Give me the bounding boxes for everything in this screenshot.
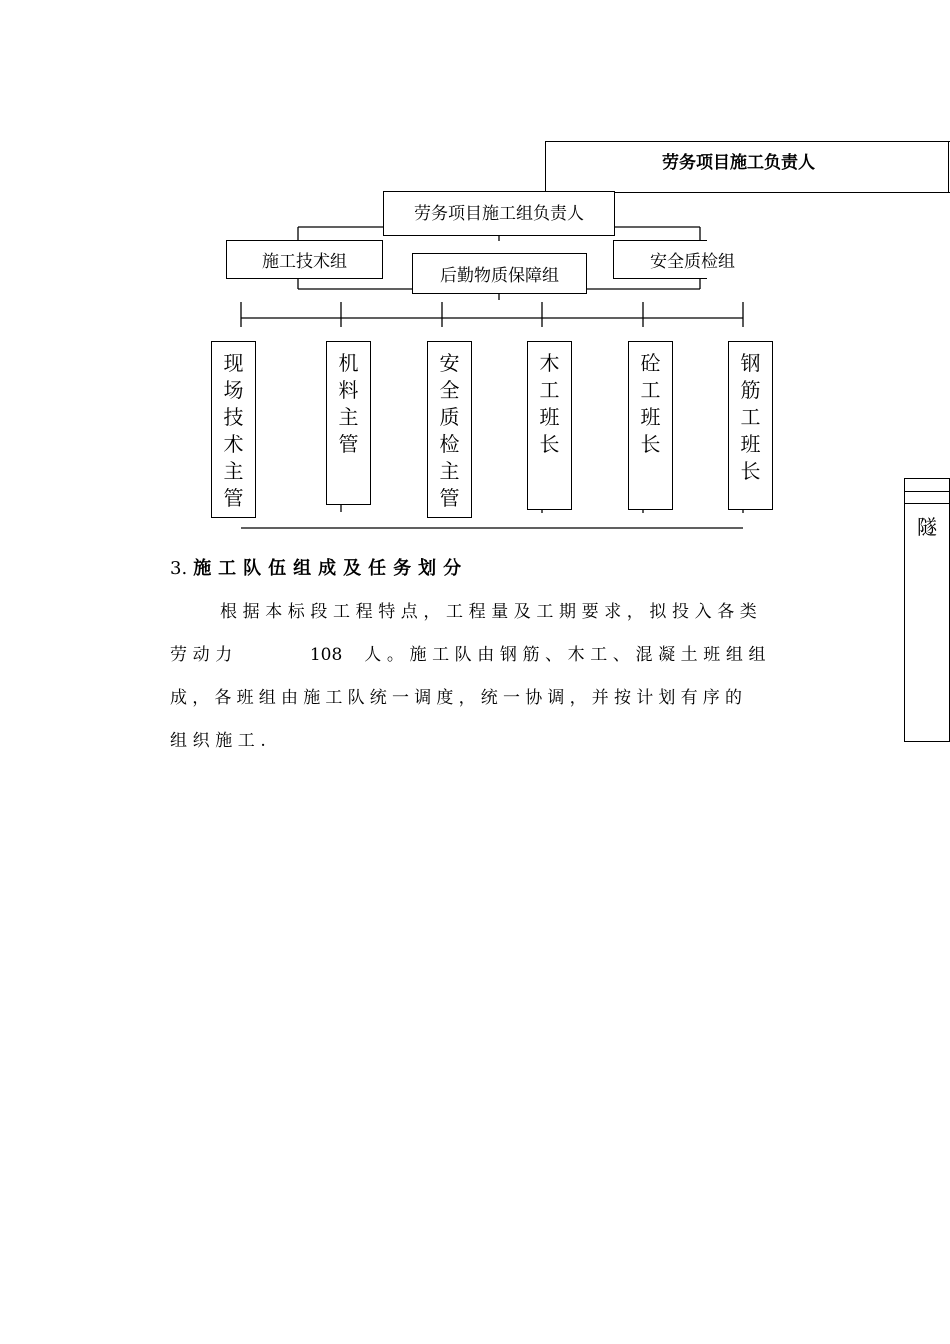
role-char: 机 (338, 351, 359, 375)
body-text: 成，各班组由施工队统一调度，统一协调，并按计划有序的 (170, 688, 748, 708)
role-char: 主 (338, 405, 359, 429)
body-text: 人。施工队由钢筋、木工、混凝土班组组 (364, 645, 772, 665)
role-char: 安 (439, 351, 460, 375)
section-title: 施工队伍组成及任务划分 (193, 558, 469, 579)
chart-node-group-lead (383, 191, 615, 236)
body-text: 根据本标段工程特点，工程量及工期要求，拟投入各类 (220, 602, 763, 622)
role-char: 管 (338, 432, 359, 456)
role-char: 主 (223, 459, 244, 483)
body-number: 108 (309, 645, 343, 665)
role-char: 全 (439, 378, 460, 402)
role-char: 工 (640, 378, 661, 402)
chart-node-safety-group (613, 240, 735, 279)
role-char: 主 (439, 459, 460, 483)
section-number: 3. (170, 558, 188, 579)
chart-node-logistics-group (412, 253, 587, 294)
body-line-4 (170, 726, 824, 751)
chart-node-group-lead-label: 劳务项目施工组负责人 (414, 204, 584, 224)
section-heading (170, 554, 468, 580)
role-char: 技 (223, 405, 244, 429)
chart-node-role-carpentry (527, 341, 572, 510)
chart-node-safety-group-label: 安全质检组 (650, 252, 735, 272)
role-char: 管 (223, 486, 244, 510)
role-char: 木 (539, 351, 560, 375)
chart-node-role-site-tech (211, 341, 256, 518)
role-char: 工 (539, 378, 560, 402)
role-char: 班 (640, 405, 661, 429)
role-char: 检 (439, 432, 460, 456)
role-char: 长 (640, 432, 661, 456)
role-char: 班 (740, 432, 761, 456)
body-text: 组织施工. (170, 731, 272, 751)
side-panel-text: 隧 (917, 515, 937, 539)
side-panel-fragment (904, 478, 950, 742)
role-char: 班 (539, 405, 560, 429)
chart-node-role-safety-qc (427, 341, 472, 518)
role-char: 料 (338, 378, 359, 402)
chart-node-top-leader (545, 141, 950, 193)
role-char: 质 (439, 405, 460, 429)
chart-node-role-rebar (728, 341, 773, 510)
chart-node-role-materials (326, 341, 371, 505)
chart-node-role-concrete (628, 341, 673, 510)
role-char: 筋 (740, 378, 761, 402)
body-line-3 (170, 683, 824, 708)
body-line-1 (170, 597, 824, 622)
role-char: 砼 (640, 351, 661, 375)
role-char: 现 (223, 351, 244, 375)
role-char: 管 (439, 486, 460, 510)
role-char: 场 (223, 378, 244, 402)
role-char: 工 (740, 405, 761, 429)
role-char: 长 (740, 459, 761, 483)
role-char: 钢 (740, 351, 761, 375)
chart-node-logistics-group-label: 后勤物质保障组 (440, 266, 559, 286)
body-text: 劳动力 (170, 645, 238, 665)
chart-node-technical-group (226, 240, 383, 279)
role-char: 术 (223, 432, 244, 456)
chart-node-top-leader-edge (948, 141, 949, 193)
role-char: 长 (539, 432, 560, 456)
chart-node-top-leader-label: 劳务项目施工负责人 (662, 153, 815, 173)
body-line-2 (170, 640, 824, 665)
chart-node-technical-group-label: 施工技术组 (262, 252, 347, 272)
